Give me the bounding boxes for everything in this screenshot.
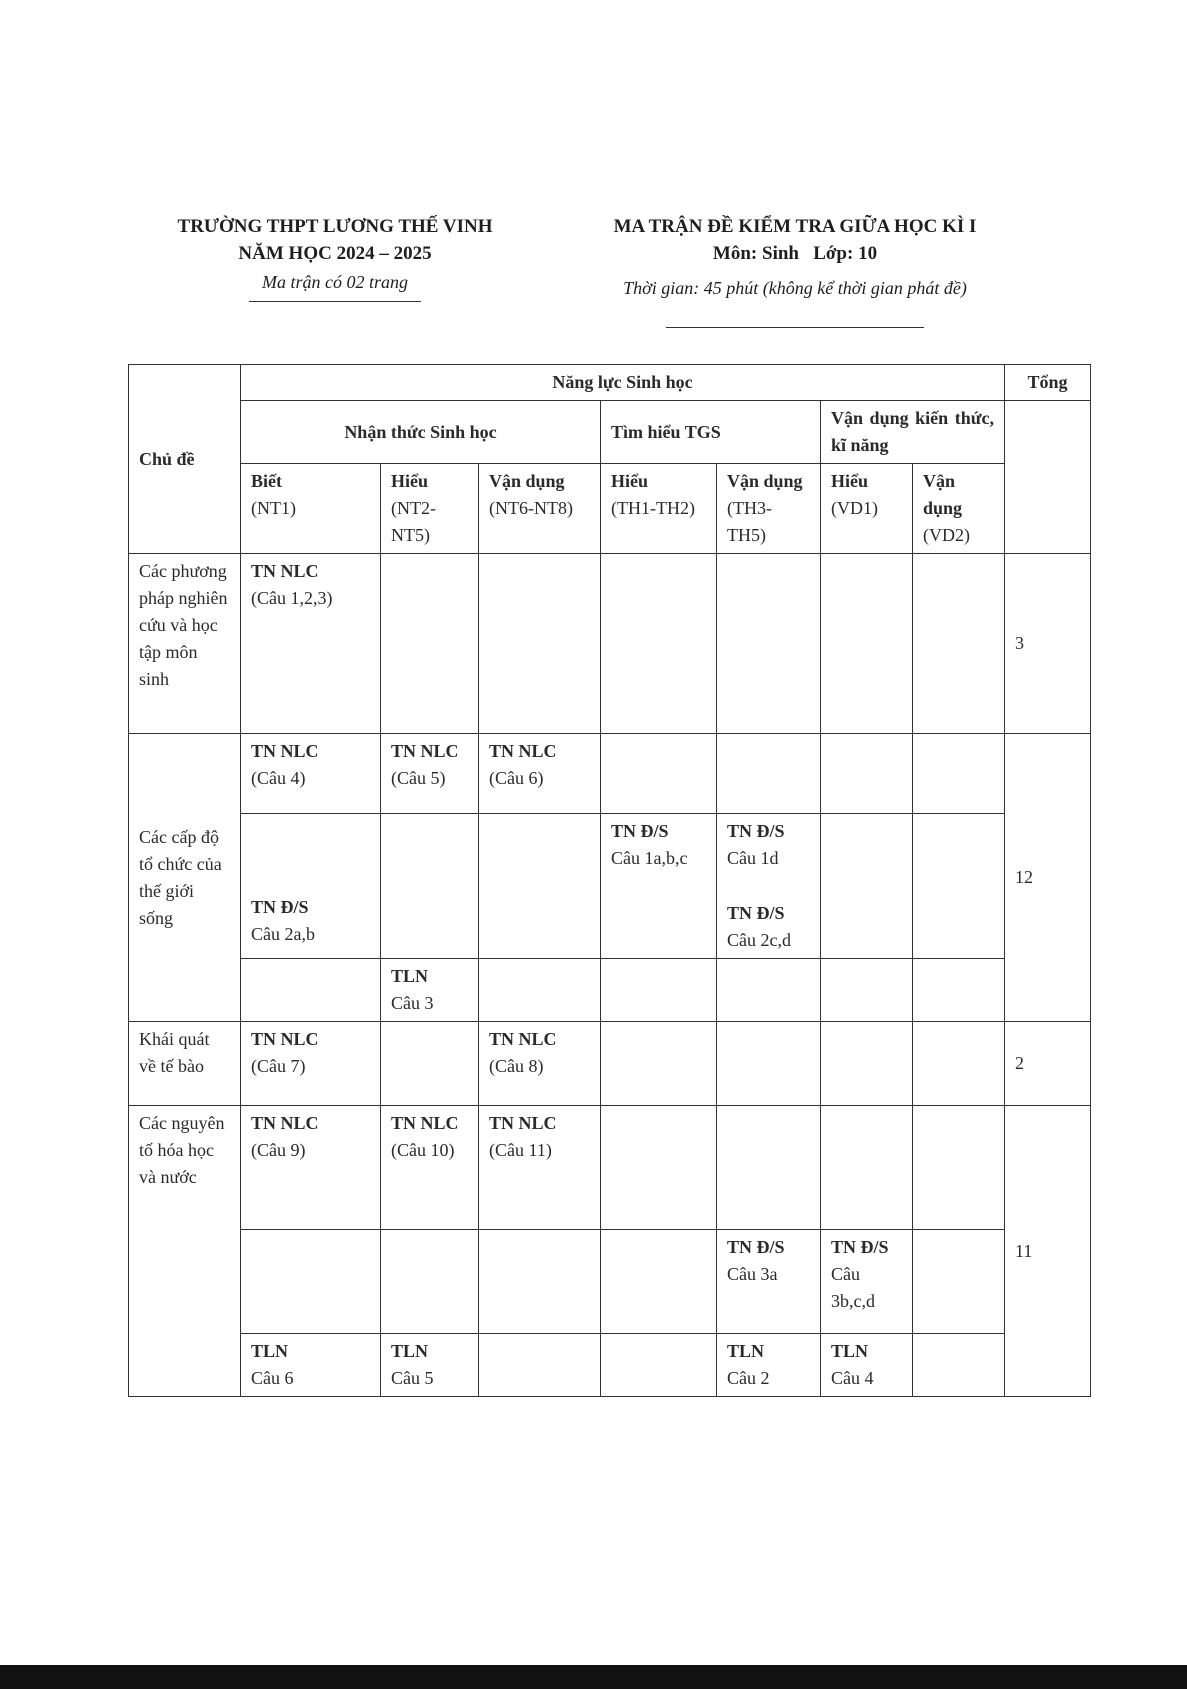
- header-left-divider: [249, 301, 421, 302]
- table-row: [129, 814, 1091, 959]
- matrix-cell: TN Đ/S Câu 1a,b,c: [601, 814, 717, 959]
- total-cell: 2: [1005, 1022, 1091, 1106]
- topic-cell: Các nguyên tố hóa học và nước: [129, 1106, 241, 1397]
- total-cell: 12: [1005, 734, 1091, 1022]
- matrix-cell: TLN Câu 2: [717, 1334, 821, 1397]
- scan-border: [0, 1665, 1187, 1689]
- total-cell: 3: [1005, 554, 1091, 734]
- school-year: NĂM HỌC 2024 – 2025: [238, 243, 432, 264]
- header-row-3: [129, 464, 1091, 554]
- level-header: Biết (NT1): [241, 464, 381, 554]
- header-right-divider: [666, 327, 924, 328]
- matrix-cell: TLN Câu 3: [381, 959, 479, 1022]
- matrix-cell: TN NLC (Câu 8): [479, 1022, 601, 1106]
- header-right: [560, 213, 1030, 328]
- level-header: Vận dụng (TH3-TH5): [717, 464, 821, 554]
- document-title: MA TRẬN ĐỀ KIỂM TRA GIỮA HỌC KÌ I: [613, 216, 977, 237]
- matrix-cell: TLN Câu 5: [381, 1334, 479, 1397]
- matrix-cell: TN NLC (Câu 9): [241, 1106, 381, 1230]
- topic-column-header: Chủ đề: [129, 365, 241, 554]
- header-row-2: [129, 401, 1091, 464]
- topic-cell: Các phương pháp nghiên cứu và học tập môn sinh: [129, 554, 241, 734]
- matrix-cell: TN NLC (Câu 6): [479, 734, 601, 814]
- competency-group-header: Năng lực Sinh học: [241, 365, 1005, 401]
- matrix-cell: TN Đ/S Câu 2a,b: [241, 814, 381, 959]
- header-left: [135, 213, 535, 302]
- pages-note: Ma trận có 02 trang: [262, 272, 408, 292]
- matrix-cell: TN NLC (Câu 1,2,3): [241, 554, 381, 734]
- topic-cell: Khái quát về tế bào: [129, 1022, 241, 1106]
- table-row: [129, 554, 1091, 734]
- matrix-cell: TN Đ/S Câu 3b,c,d: [821, 1230, 913, 1334]
- level-header: Vận dụng (VD2): [913, 464, 1005, 554]
- matrix-cell: TN NLC (Câu 11): [479, 1106, 601, 1230]
- table-row: [129, 1334, 1091, 1397]
- topic-cell: Các cấp độ tổ chức của thế giới sống: [129, 734, 241, 1022]
- exam-time: Thời gian: 45 phút (không kể thời gian phát đề): [623, 278, 967, 298]
- table-row: [129, 734, 1091, 814]
- matrix-cell: TN NLC (Câu 7): [241, 1022, 381, 1106]
- table-row: [129, 959, 1091, 1022]
- exam-matrix-table: [128, 364, 1091, 1397]
- header-row-1: [129, 365, 1091, 401]
- total-column-header: Tổng: [1005, 365, 1091, 401]
- subgroup-nhan-thuc: Nhận thức Sinh học: [241, 401, 601, 464]
- matrix-cell: TN NLC (Câu 10): [381, 1106, 479, 1230]
- table-row: [129, 1022, 1091, 1106]
- matrix-cell: TLN Câu 6: [241, 1334, 381, 1397]
- level-header: Hiểu (NT2-NT5): [381, 464, 479, 554]
- matrix-cell: TN Đ/S Câu 3a: [717, 1230, 821, 1334]
- school-name: TRƯỜNG THPT LƯƠNG THẾ VINH: [177, 216, 493, 237]
- total-cell: 11: [1005, 1106, 1091, 1397]
- level-header: Hiểu (VD1): [821, 464, 913, 554]
- table-row: [129, 1106, 1091, 1230]
- subject-grade: Môn: Sinh Lớp: 10: [712, 243, 878, 264]
- matrix-cell: TLN Câu 4: [821, 1334, 913, 1397]
- table-row: [129, 1230, 1091, 1334]
- matrix-cell: TN NLC (Câu 5): [381, 734, 479, 814]
- subgroup-van-dung: Vận dụng kiến thức, kĩ năng: [821, 401, 1005, 464]
- level-header: Hiểu (TH1-TH2): [601, 464, 717, 554]
- matrix-cell: TN NLC (Câu 4): [241, 734, 381, 814]
- level-header: Vận dụng (NT6-NT8): [479, 464, 601, 554]
- matrix-cell: TN Đ/S Câu 1d TN Đ/S Câu 2c,d: [717, 814, 821, 959]
- subgroup-tim-hieu: Tìm hiểu TGS: [601, 401, 821, 464]
- total-header-spacer: [1005, 401, 1091, 554]
